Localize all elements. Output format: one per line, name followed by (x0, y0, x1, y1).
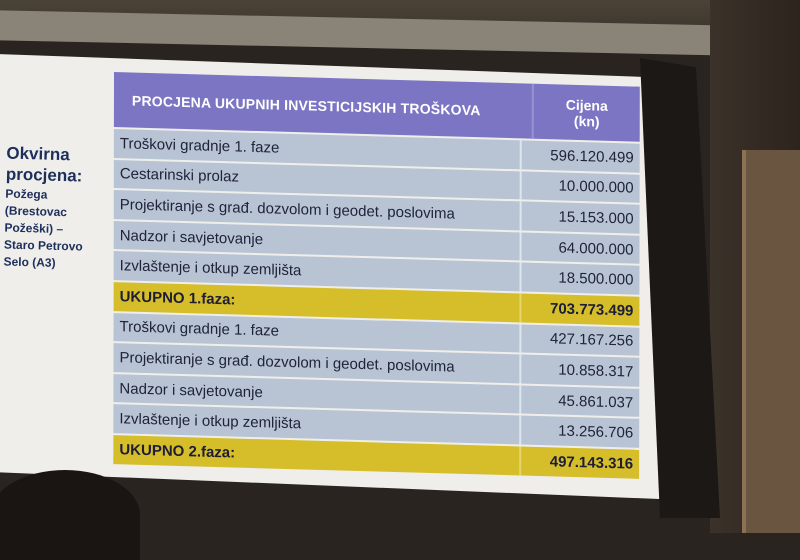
row-value: 45.861.037 (519, 385, 639, 417)
row-value: 15.153.000 (520, 202, 640, 234)
side-label-line: Selo (A3) (3, 254, 56, 270)
total-label: UKUPNO 2.faza: (119, 441, 236, 462)
side-label-line: procjena: (5, 164, 83, 186)
audience-head (0, 470, 140, 560)
side-label-line: (Brestovac (4, 203, 68, 220)
header-item: PROCJENA UKUPNIH INVESTICIJSKIH TROŠKOVA (131, 92, 481, 118)
row-value: 596.120.499 (520, 140, 640, 172)
header-price (532, 84, 640, 142)
row-value: 64.000.000 (520, 232, 640, 264)
cost-table (113, 72, 639, 478)
row-label: Troškovi gradnje 1. faze (119, 134, 280, 157)
total-value: 497.143.316 (519, 446, 639, 478)
row-label: Nadzor i savjetovanje (119, 226, 264, 248)
side-label-line: Požeški) – (4, 220, 64, 237)
row-label: Nadzor i savjetovanje (119, 379, 263, 401)
header-price-line1: Cijena (565, 96, 608, 114)
row-value: 10.000.000 (520, 171, 640, 203)
picture-frame (742, 150, 800, 533)
row-label: Troškovi gradnje 1. faze (119, 318, 280, 341)
header-price-line2: (kn) (573, 112, 600, 130)
row-label: Izvlaštenje i otkup zemljišta (119, 410, 302, 433)
side-label (3, 143, 116, 273)
row-value: 18.500.000 (519, 263, 639, 295)
row-label: Projektiranje s građ. dozvolom i geodet. poslovima (119, 349, 455, 376)
row-value: 13.256.706 (519, 416, 639, 448)
row-label: Cestarinski prolaz (119, 165, 240, 186)
side-label-line: Staro Petrovo (3, 237, 83, 254)
row-value: 10.858.317 (519, 355, 639, 387)
side-label-line: Okvirna (6, 143, 70, 165)
row-label: Izvlaštenje i otkup zemljišta (119, 257, 302, 280)
total-label: UKUPNO 1.faza: (119, 288, 236, 309)
side-label-line: Požega (5, 186, 48, 202)
total-value: 703.773.499 (519, 293, 639, 325)
row-value: 427.167.256 (519, 324, 639, 356)
row-label: Projektiranje s građ. dozvolom i geodet. poslovima (119, 196, 455, 223)
